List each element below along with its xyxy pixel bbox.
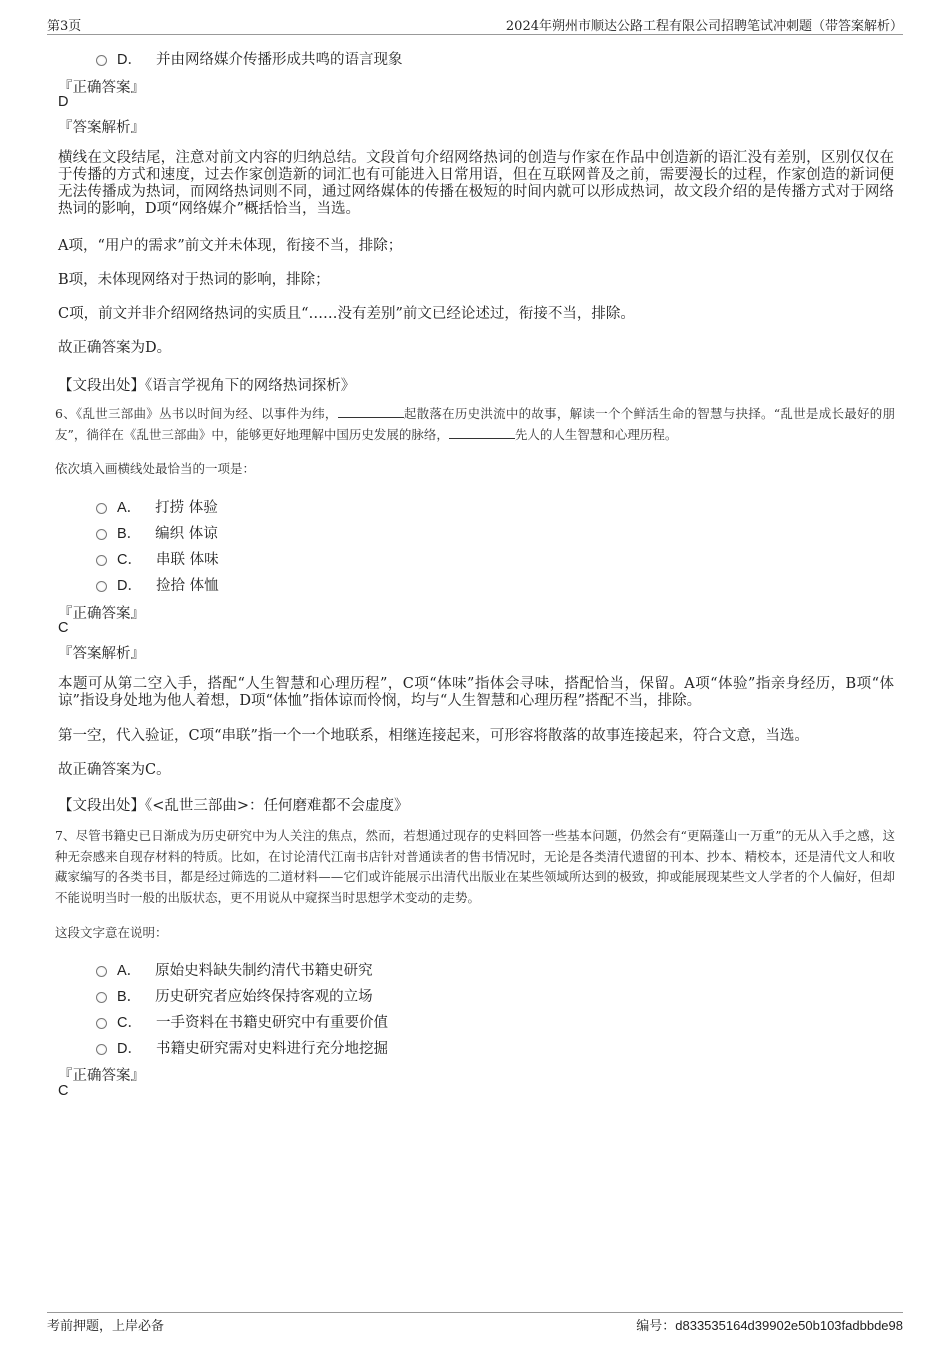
option-text: 编织 体谅 — [155, 526, 218, 542]
radio-icon[interactable] — [96, 1018, 107, 1029]
option-text: 串联 体味 — [155, 552, 219, 568]
page-header — [47, 14, 903, 35]
option-letter: A． — [117, 500, 142, 516]
radio-icon[interactable] — [96, 55, 107, 66]
footer-slogan: 考前押题，上岸必备 — [47, 1319, 165, 1334]
option-letter: B． — [117, 989, 142, 1005]
q7-option-a[interactable] — [96, 959, 373, 980]
q5-option-d[interactable] — [96, 48, 402, 69]
analysis-label: 『答案解析』 — [58, 646, 145, 662]
radio-icon[interactable] — [96, 581, 107, 592]
document-code: 编号：d833535164d39902e50b103fadbbde98 — [636, 1318, 903, 1334]
q6-analysis-paragraph: 本题可从第二空入手，搭配“人生智慧和心理历程”，C项“体味”指体会寻味，搭配恰当，保留。A项“体验”指亲身经历，B项“体谅”指设身处地为他人着想，D项“体恤”指体谅而怜悯，均与“人生智慧和心理历程”搭配不当，排除。 — [58, 676, 894, 709]
answer-label: 『正确答案』 — [58, 606, 145, 622]
document-title: 2024年朔州市顺达公路工程有限公司招聘笔试冲刺题（带答案解析） — [505, 19, 903, 34]
q5-answer: D — [58, 94, 69, 110]
page-number: 第3页 — [47, 19, 82, 34]
option-text: 原始史料缺失制约清代书籍史研究 — [155, 963, 373, 979]
option-letter: D． — [117, 1041, 142, 1057]
radio-icon[interactable] — [96, 992, 107, 1003]
q7-answer: C — [58, 1083, 69, 1099]
q6-answer: C — [58, 620, 69, 636]
radio-icon[interactable] — [96, 1044, 107, 1055]
radio-icon[interactable] — [96, 503, 107, 514]
q5-source: 【文段出处】《语言学视角下的网络热词探析》 — [58, 378, 356, 394]
option-text: 书籍史研究需对史料进行充分地挖掘 — [155, 1041, 388, 1057]
option-letter: B． — [117, 526, 142, 542]
q5-analysis-paragraph: 横线在文段结尾，注意对前文内容的归纳总结。文段首句介绍网络热词的创造与作家在作品中创造新的语汇没有差别，区别仅仅在于传播的方式和速度，过去作家创造新的词汇也有可能进入日常用语，但在互联网普及之前，需要漫长的过程，作家创造的新词便无法传播成为热词，而网络热词则不同，通过网络媒体的传播在极短的时间内就可以形成热词，故文段介绍的是传播方式对于网络热词的影响，D项“网络媒介”概括恰当，当选。 — [58, 150, 894, 217]
q6-source: 【文段出处】《<乱世三部曲>：任何磨难都不会虚度》 — [58, 798, 409, 814]
radio-icon[interactable] — [96, 966, 107, 977]
answer-label: 『正确答案』 — [58, 1068, 145, 1084]
option-letter: C． — [117, 1015, 142, 1031]
q7-prompt: 这段文字意在说明： — [55, 925, 168, 940]
q6-option-d[interactable] — [96, 574, 219, 595]
q6-prompt: 依次填入画横线处最恰当的一项是： — [55, 461, 256, 476]
q6-analysis-first-blank: 第一空，代入验证，C项“串联”指一个一个地联系，相继连接起来，可形容将散落的故事连接起来，符合文意，当选。 — [58, 728, 809, 744]
q6-option-a[interactable] — [96, 496, 218, 517]
option-text: 捡拾 体恤 — [155, 578, 219, 594]
option-text: 并由网络媒介传播形成共鸣的语言现象 — [155, 52, 403, 68]
option-text: 历史研究者应始终保持客观的立场 — [155, 989, 373, 1005]
q5-analysis-b: B项，未体现网络对于热词的影响，排除； — [58, 272, 330, 288]
q6-option-c[interactable] — [96, 548, 219, 569]
q6-option-b[interactable] — [96, 522, 218, 543]
q7-option-c[interactable] — [96, 1011, 388, 1032]
option-text: 一手资料在书籍史研究中有重要价值 — [155, 1015, 388, 1031]
q5-analysis-a: A项，“用户的需求”前文并未体现，衔接不当，排除； — [58, 238, 403, 254]
blank-1 — [338, 405, 404, 418]
q7-stem: 7、尽管书籍史已日渐成为历史研究中为人关注的焦点，然而，若想通过现存的史料回答一些基本问题，仍然会有“更隔蓬山一万重”的无从入手之感，这种无奈感来自现存材料的特质。比如，在讨论清代江南书店针对普通读者的售书情况时，无论是各类清代遗留的刊本、抄本、精校本，还是清代文人和收藏家编写的各类书目，都是经过筛选的二道材料——它们或许能展示出清代出版业在某些领域所达到的极致，抑或能展现某些文人学者的个人偏好，但却不能说明当时一般的出版状态，更不用说从中窥探当时思想学术变动的走势。 — [55, 828, 895, 905]
option-letter: D． — [117, 52, 142, 68]
q6-stem: 6、《乱世三部曲》丛书以时间为经、以事件为纬， 起散落在历史洪流中的故事，解读一个个鲜活生命的智慧与抉择。“乱世是成长最好的朋友”，徜徉在《乱世三部曲》中，能够更好地理解中国历史发展的脉络， 先人的人生智慧和心理历程。 — [55, 406, 895, 442]
analysis-label: 『答案解析』 — [58, 120, 145, 136]
answer-label: 『正确答案』 — [58, 80, 145, 96]
q5-conclusion: 故正确答案为D。 — [58, 340, 172, 356]
q7-option-b[interactable] — [96, 985, 373, 1006]
option-text: 打捞 体验 — [155, 500, 218, 516]
option-letter: A． — [117, 963, 142, 979]
page-footer — [47, 1312, 903, 1337]
q5-analysis-c: C项，前文并非介绍网络热词的实质且“……没有差别”前文已经论述过，衔接不当，排除。 — [58, 306, 635, 322]
option-letter: D． — [117, 578, 142, 594]
option-letter: C． — [117, 552, 142, 568]
q7-option-d[interactable] — [96, 1037, 388, 1058]
blank-2 — [449, 426, 515, 439]
radio-icon[interactable] — [96, 555, 107, 566]
q6-conclusion: 故正确答案为C。 — [58, 762, 171, 778]
radio-icon[interactable] — [96, 529, 107, 540]
